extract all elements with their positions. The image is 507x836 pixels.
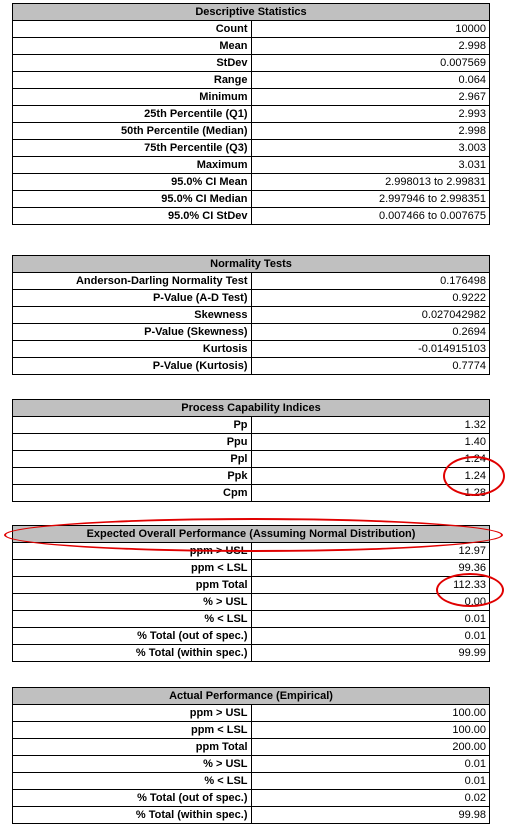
table-row [13, 722, 490, 739]
table-row [13, 140, 490, 157]
table-row [13, 21, 490, 38]
row-label: Range [13, 72, 252, 89]
table-row [13, 307, 490, 324]
row-label: Ppu [13, 434, 252, 451]
row-value: 12.97 [251, 543, 490, 560]
table-row [13, 123, 490, 140]
row-label: ppm > USL [13, 705, 252, 722]
row-label: 95.0% CI Mean [13, 174, 252, 191]
row-value: 2.998 [251, 123, 490, 140]
process-capability-table [12, 399, 490, 502]
row-value: 3.003 [251, 140, 490, 157]
row-value: 2.993 [251, 106, 490, 123]
row-value: 100.00 [251, 705, 490, 722]
row-value: 1.24 [251, 451, 490, 468]
expected-performance-table [12, 525, 490, 662]
row-value: 99.99 [251, 645, 490, 662]
row-label: P-Value (Skewness) [13, 324, 252, 341]
row-value: 2.967 [251, 89, 490, 106]
row-label: ppm Total [13, 577, 252, 594]
table-row [13, 174, 490, 191]
row-label: Pp [13, 417, 252, 434]
row-label: % Total (within spec.) [13, 645, 252, 662]
row-value: 112.33 [251, 577, 490, 594]
row-label: Kurtosis [13, 341, 252, 358]
table-row [13, 451, 490, 468]
table-row [13, 577, 490, 594]
row-value: 0.01 [251, 756, 490, 773]
table-row [13, 38, 490, 55]
row-label: ppm < LSL [13, 722, 252, 739]
table-row [13, 157, 490, 174]
row-label: 75th Percentile (Q3) [13, 140, 252, 157]
table-row [13, 756, 490, 773]
row-label: 50th Percentile (Median) [13, 123, 252, 140]
row-value: 0.064 [251, 72, 490, 89]
row-value: 0.007466 to 0.007675 [251, 208, 490, 225]
row-value: 200.00 [251, 739, 490, 756]
table-row [13, 324, 490, 341]
row-value: 100.00 [251, 722, 490, 739]
normality-tests-table [12, 255, 490, 375]
table-row [13, 341, 490, 358]
row-label: Ppl [13, 451, 252, 468]
row-value: 1.24 [251, 468, 490, 485]
row-label: Mean [13, 38, 252, 55]
table-row [13, 273, 490, 290]
row-value: 1.28 [251, 485, 490, 502]
row-value: 2.997946 to 2.998351 [251, 191, 490, 208]
row-value: 10000 [251, 21, 490, 38]
row-label: Anderson-Darling Normality Test [13, 273, 252, 290]
row-label: Cpm [13, 485, 252, 502]
table-row [13, 290, 490, 307]
row-label: Count [13, 21, 252, 38]
table-row [13, 358, 490, 375]
row-value: 0.01 [251, 628, 490, 645]
row-label: % < LSL [13, 773, 252, 790]
row-label: Skewness [13, 307, 252, 324]
table-row [13, 594, 490, 611]
row-value: 0.01 [251, 773, 490, 790]
table-row [13, 106, 490, 123]
table-title: Expected Overall Performance (Assuming Normal Distribution) [13, 526, 490, 543]
row-label: % Total (out of spec.) [13, 628, 252, 645]
row-value: 99.36 [251, 560, 490, 577]
table-row [13, 628, 490, 645]
row-label: 95.0% CI StDev [13, 208, 252, 225]
row-value: 0.7774 [251, 358, 490, 375]
row-label: ppm > USL [13, 543, 252, 560]
row-value: 0.027042982 [251, 307, 490, 324]
row-value: 0.176498 [251, 273, 490, 290]
table-title: Process Capability Indices [13, 400, 490, 417]
row-value: 99.98 [251, 807, 490, 824]
row-value: -0.014915103 [251, 341, 490, 358]
row-value: 2.998 [251, 38, 490, 55]
table-row [13, 485, 490, 502]
row-value: 0.007569 [251, 55, 490, 72]
row-label: % Total (out of spec.) [13, 790, 252, 807]
table-row [13, 72, 490, 89]
row-value: 1.32 [251, 417, 490, 434]
table-row [13, 739, 490, 756]
row-label: Maximum [13, 157, 252, 174]
row-value: 0.02 [251, 790, 490, 807]
row-value: 2.998013 to 2.99831 [251, 174, 490, 191]
row-value: 1.40 [251, 434, 490, 451]
row-label: Minimum [13, 89, 252, 106]
descriptive-statistics-table [12, 3, 490, 225]
table-row [13, 434, 490, 451]
table-row [13, 543, 490, 560]
row-label: % > USL [13, 756, 252, 773]
row-label: ppm Total [13, 739, 252, 756]
row-value: 3.031 [251, 157, 490, 174]
table-title: Descriptive Statistics [13, 4, 490, 21]
table-row [13, 560, 490, 577]
table-row [13, 807, 490, 824]
row-label: % < LSL [13, 611, 252, 628]
row-label: 95.0% CI Median [13, 191, 252, 208]
table-title: Actual Performance (Empirical) [13, 688, 490, 705]
row-label: P-Value (A-D Test) [13, 290, 252, 307]
row-label: Ppk [13, 468, 252, 485]
row-label: StDev [13, 55, 252, 72]
table-row [13, 208, 490, 225]
table-row [13, 645, 490, 662]
actual-performance-table [12, 687, 490, 824]
table-row [13, 191, 490, 208]
row-value: 0.01 [251, 611, 490, 628]
row-value: 0.9222 [251, 290, 490, 307]
row-label: % > USL [13, 594, 252, 611]
table-row [13, 705, 490, 722]
row-value: 0.00 [251, 594, 490, 611]
table-row [13, 790, 490, 807]
row-label: 25th Percentile (Q1) [13, 106, 252, 123]
table-row [13, 55, 490, 72]
table-row [13, 773, 490, 790]
row-label: P-Value (Kurtosis) [13, 358, 252, 375]
table-row [13, 89, 490, 106]
table-row [13, 468, 490, 485]
row-label: % Total (within spec.) [13, 807, 252, 824]
table-title: Normality Tests [13, 256, 490, 273]
table-row [13, 611, 490, 628]
row-label: ppm < LSL [13, 560, 252, 577]
table-row [13, 417, 490, 434]
row-value: 0.2694 [251, 324, 490, 341]
